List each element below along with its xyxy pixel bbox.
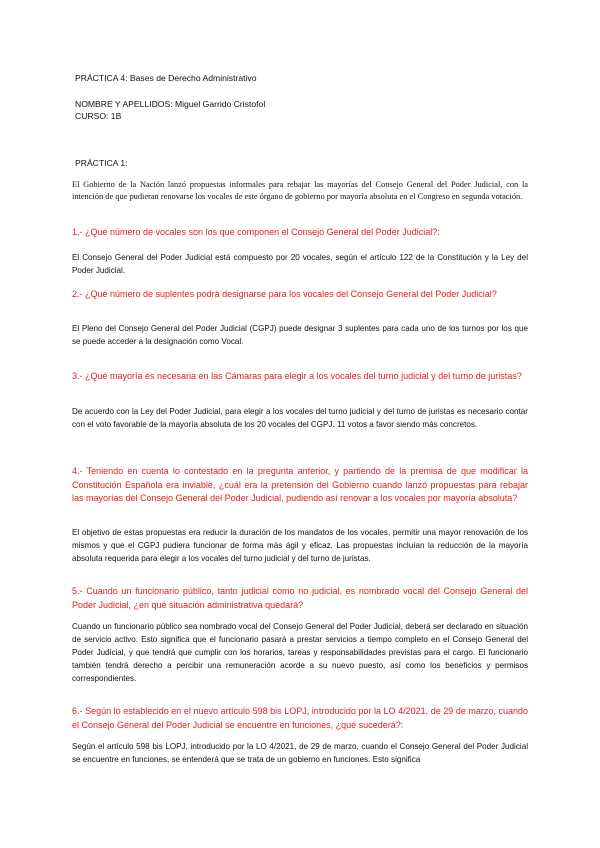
answer-1: El Consejo General del Poder Judicial está compuesto por 20 vocales, según el artículo 122 de la Constitución y la Ley del Poder Judicial.	[72, 253, 528, 275]
answer-6: Según el artículo 598 bis LOPJ, introducido por la LO 4/2021, de 29 de marzo, cuando el Consejo General del Poder Judicial se encuentre en funciones, se entenderá que se trata de un gobierno en funciones. Esto significa	[72, 742, 528, 764]
question-2: 2.- ¿Qué número de suplentes podrá designarse para los vocales del Consejo General del Poder Judicial?	[72, 289, 497, 299]
document-title: PRÁCTICA 4: Bases de Derecho Administrativo	[75, 73, 257, 83]
answer-3: De acuerdo con la Ley del Poder Judicial, para elegir a los vocales del turno judicial y del turno de juristas es necesario contar con el voto favorable de la mayoría absoluta de los 20 vocales del CGPJ. 11 votos a favor siendo más concretos.	[72, 407, 528, 429]
question-1: 1.- ¿Qué número de vocales son los que componen el Consejo General del Poder Judicial?:	[72, 227, 440, 237]
intro-paragraph: El Gobierno de la Nación lanzó propuestas informales para rebajar las mayorías del Consejo General del Poder Judicial, con la intención de que pudieran renovarse los vocales de este órgano de gobierno por mayoría absoluta en el Congreso en segunda votación.	[72, 180, 528, 201]
question-6: 6.- Según lo establecido en el nuevo artículo 598 bis LOPJ, introducido por la LO 4/2021, de 29 de marzo, cuando el Consejo General del Poder Judicial se encuentre en funciones, ¿qué sucederá?:	[72, 706, 528, 730]
question-3: 3.- ¿Qué mayoría es necesaria en las Cámaras para elegir a los vocales del turno judicial y del turno de juristas?	[72, 371, 522, 381]
student-name: NOMBRE Y APELLIDOS: Miguel Garrido Cristofol	[75, 99, 266, 109]
answer-5: Cuando un funcionario público sea nombrado vocal del Consejo General del Poder Judicial, deberá ser declarado en situación de servicio activo. Esto significa que el funcionario pasará a prestar servicios a tiempo completo en el Consejo General del Poder Judicial, y que tendrá que cumplir con los horarios, tareas y responsabilidades previstas para el cargo. El funcionario también tendrá derecho a percibir una remuneración acorde a su nuevo puesto, así como los beneficios y permisos correspondientes.	[72, 622, 528, 683]
practice-label: PRÁCTICA 1:	[75, 158, 128, 168]
course-label: CURSO: 1B	[75, 111, 122, 121]
answer-2: El Pleno del Consejo General del Poder Judicial (CGPJ) puede designar 3 suplentes para cada uno de los turnos por los que se puede acceder a la designación como Vocal.	[72, 324, 528, 346]
question-4: 4.- Teniendo en cuenta lo contestado en la pregunta anterior, y partiendo de la premisa de que modificar la Constitución Española era inviable, ¿cuál era la pretensión del Gobierno cuando lanzó propuestas para rebajar las mayorías del Consejo General del Poder Judicial, pudiendo así renovar a los vocales por mayoría absoluta?	[72, 466, 528, 503]
question-5: 5.- Cuando un funcionario público, tanto judicial como no judicial, es nombrado vocal del Consejo General del Poder Judicial, ¿en qué situación administrativa quedará?	[72, 586, 528, 610]
answer-4: El objetivo de estas propuestas era reducir la duración de los mandatos de los vocales, permitir una mayor renovación de los mismos y que el CGPJ pudiera funcionar de forma más ágil y eficaz. Las propuestas incluían la reducción de la mayoría absoluta requerida para elegir a los vocales del turno judicial y del turno de juristas.	[72, 528, 528, 563]
